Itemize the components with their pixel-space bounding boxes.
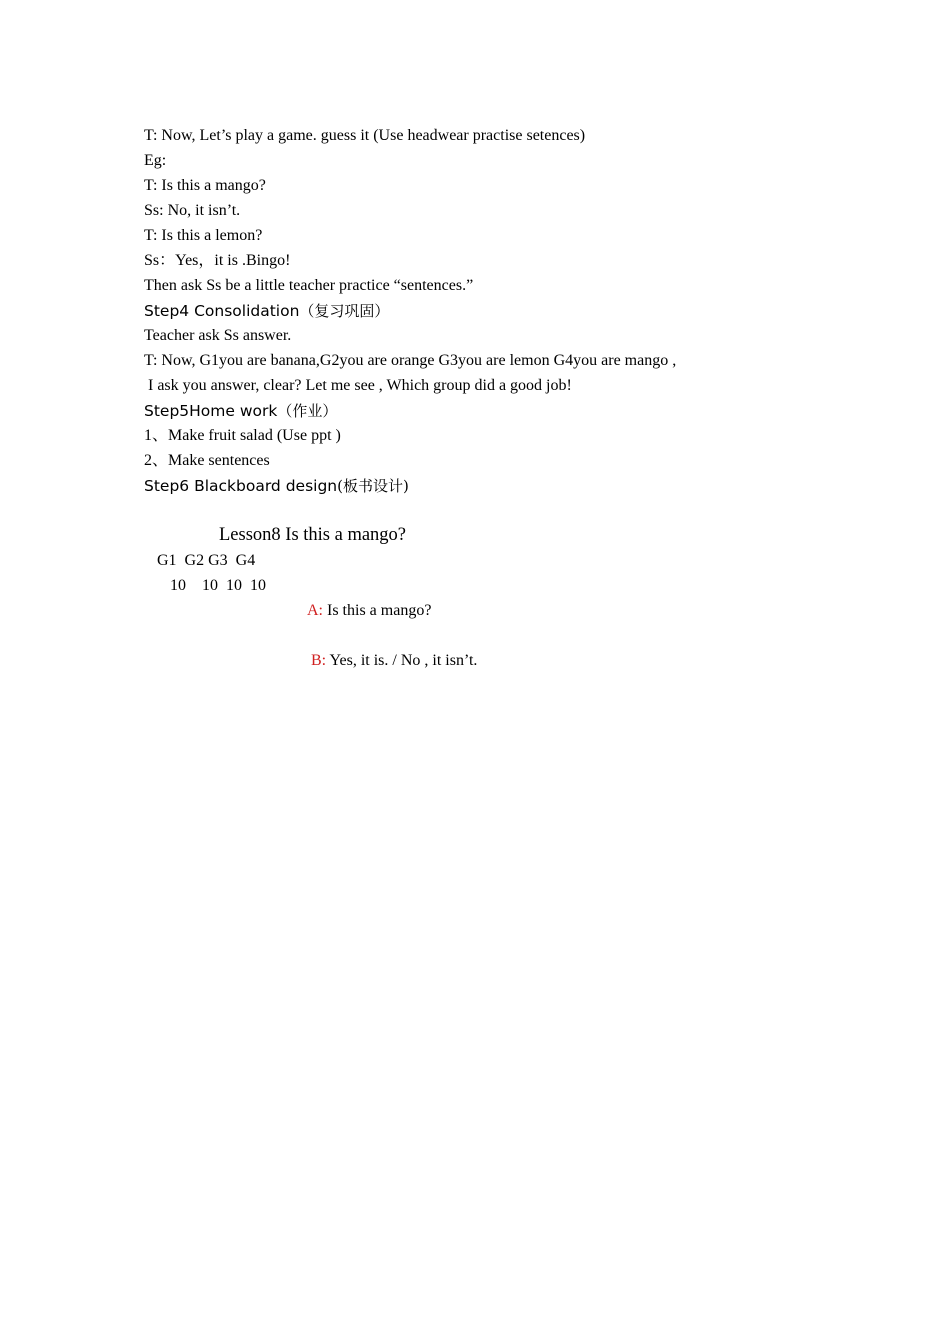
homework-item-1: 1、Make fruit salad (Use ppt )	[144, 427, 341, 444]
text-line-teacher-ask: Teacher ask Ss answer.	[144, 327, 292, 344]
blackboard-title: Lesson8 Is this a mango?	[219, 525, 407, 545]
blackboard-scores: 10 10 10 10	[170, 577, 266, 594]
answer-text: Yes, it is. / No , it isn’t.	[326, 652, 478, 669]
text-line-ss-yes: Ss：Yes，it is .Bingo!	[144, 252, 291, 269]
step6-heading-label: Step6 Blackboard design	[144, 477, 338, 495]
speaker-a-label: A:	[307, 602, 323, 619]
text-line-little-teacher: Then ask Ss be a little teacher practice “sentences.”	[144, 277, 474, 294]
step4-heading-label: Step4 Consolidation	[144, 302, 300, 320]
question-text: Is this a mango?	[323, 602, 432, 619]
step5-heading-cn: （作业）	[277, 402, 338, 420]
blackboard-answer	[311, 651, 477, 671]
homework-item-2: 2、Make sentences	[144, 452, 270, 469]
text-line-groups-fruits: T: Now, G1you are banana,G2you are orange G3you are lemon G4you are mango ,	[144, 352, 677, 369]
blackboard-question	[307, 601, 431, 621]
text-line-good-job: I ask you answer, clear? Let me see , Which group did a good job!	[144, 377, 572, 394]
blackboard-groups: G1 G2 G3 G4	[157, 552, 256, 569]
text-line-game: T: Now, Let’s play a game. guess it (Use headwear practise setences)	[144, 127, 586, 144]
step6-heading	[144, 476, 409, 497]
step5-heading-label: Step5Home work	[144, 402, 278, 420]
step4-heading-cn: （复习巩固）	[299, 302, 390, 320]
text-line-eg: Eg:	[144, 152, 167, 169]
step4-heading	[144, 301, 389, 322]
text-line-t-mango: T: Is this a mango?	[144, 177, 266, 194]
speaker-b-label: B:	[311, 652, 327, 669]
text-line-ss-no: Ss: No, it isn’t.	[144, 202, 241, 219]
step6-heading-cn: (板书设计)	[337, 477, 409, 495]
step5-heading	[144, 401, 337, 422]
text-line-t-lemon: T: Is this a lemon?	[144, 227, 263, 244]
